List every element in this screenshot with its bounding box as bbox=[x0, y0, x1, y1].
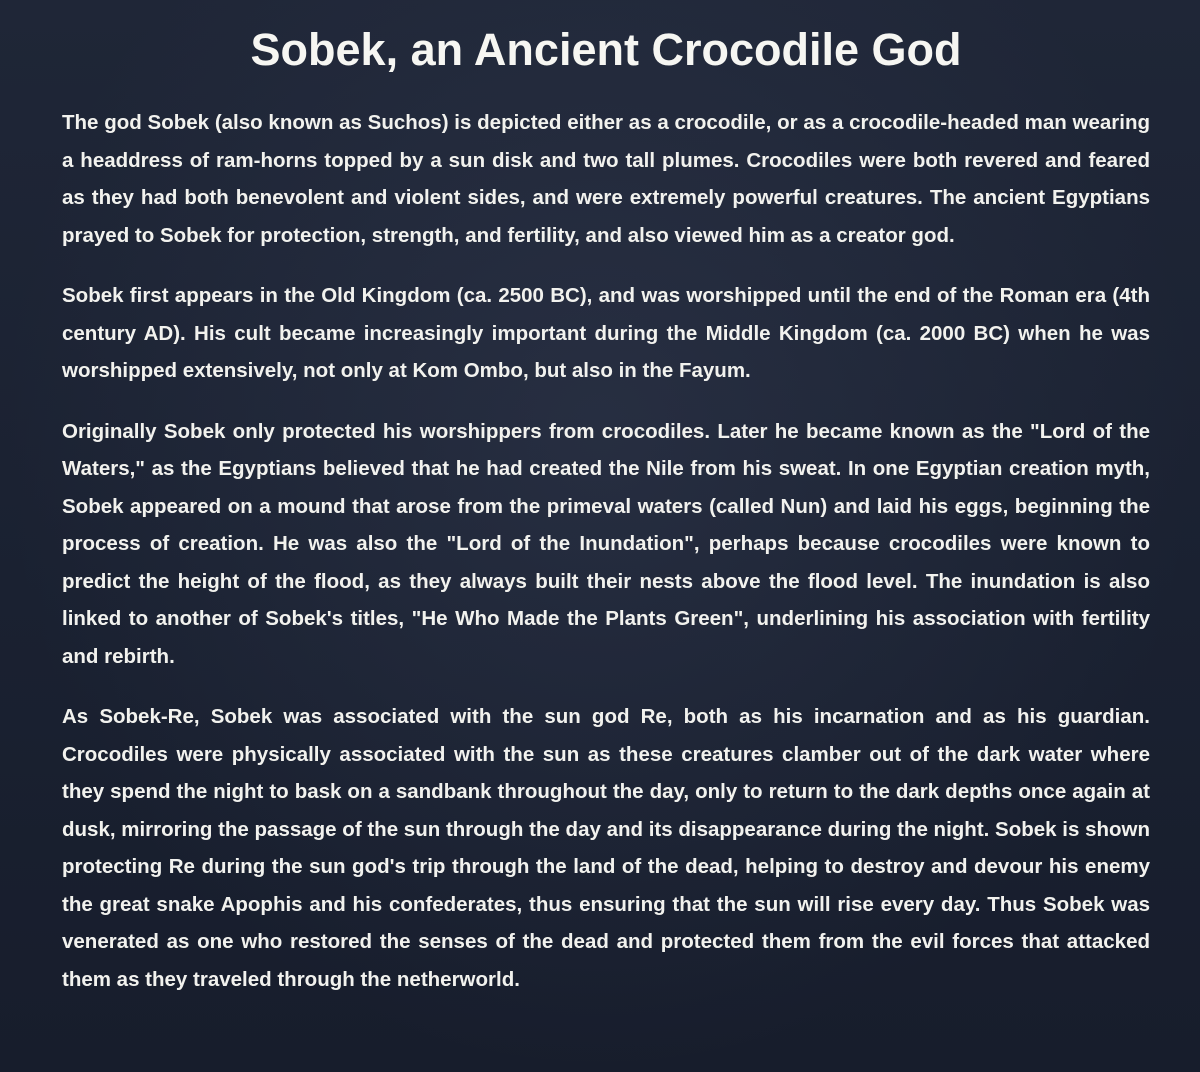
paragraph-lord-of-waters: Originally Sobek only protected his worshippers from crocodiles. Later he became known as the "Lord of the Waters," as the Egyptians believed that he had created the Nile from his sweat. In one Egyptian creation myth, Sobek appeared on a mound that arose from the primeval waters (called Nun) and laid his eggs, beginning the process of creation. He was also the "Lord of the Inundation", perhaps because crocodiles were known to predict the height of the flood, as they always built their nests above the flood level. The inundation is also linked to another of Sobek's titles, "He Who Made the Plants Green", underlining his association with fertility and rebirth. bbox=[62, 419, 1150, 668]
paragraph-history: Sobek first appears in the Old Kingdom (ca. 2500 BC), and was worshipped until the end of the Roman era (4th century AD). His cult became increasingly important during the Middle Kingdom (ca. 2000 BC) when he was worshipped extensively, not only at Kom Ombo, but also in the Fayum. bbox=[62, 284, 1150, 382]
paragraph-depiction: The god Sobek (also known as Suchos) is depicted either as a crocodile, or as a crocodile-headed man wearing a headdress of ram-horns topped by a sun disk and two tall plumes. Crocodiles were both revered and feared as they had both benevolent and violent sides, and were extremely powerful creatures. The ancient Egyptians prayed to Sobek for protection, strength, and fertility, and also viewed him as a creator god. bbox=[62, 111, 1150, 247]
paragraph-sobek-re: As Sobek-Re, Sobek was associated with the sun god Re, both as his incarnation and as his guardian. Crocodiles were physically associated with the sun as these creatures clamber out of the dark water where they spend the night to bask on a sandbank throughout the day, only to return to the dark depths once again at dusk, mirroring the passage of the sun through the day and its disappearance during the night. Sobek is shown protecting Re during the sun god's trip through the land of the dead, helping to destroy and devour his enemy the great snake Apophis and his confederates, thus ensuring that the sun will rise every day. Thus Sobek was venerated as one who restored the senses of the dead and protected them from the evil forces that attacked them as they traveled through the netherworld. bbox=[62, 705, 1150, 991]
sign-title: Sobek, an Ancient Crocodile God bbox=[250, 24, 962, 75]
